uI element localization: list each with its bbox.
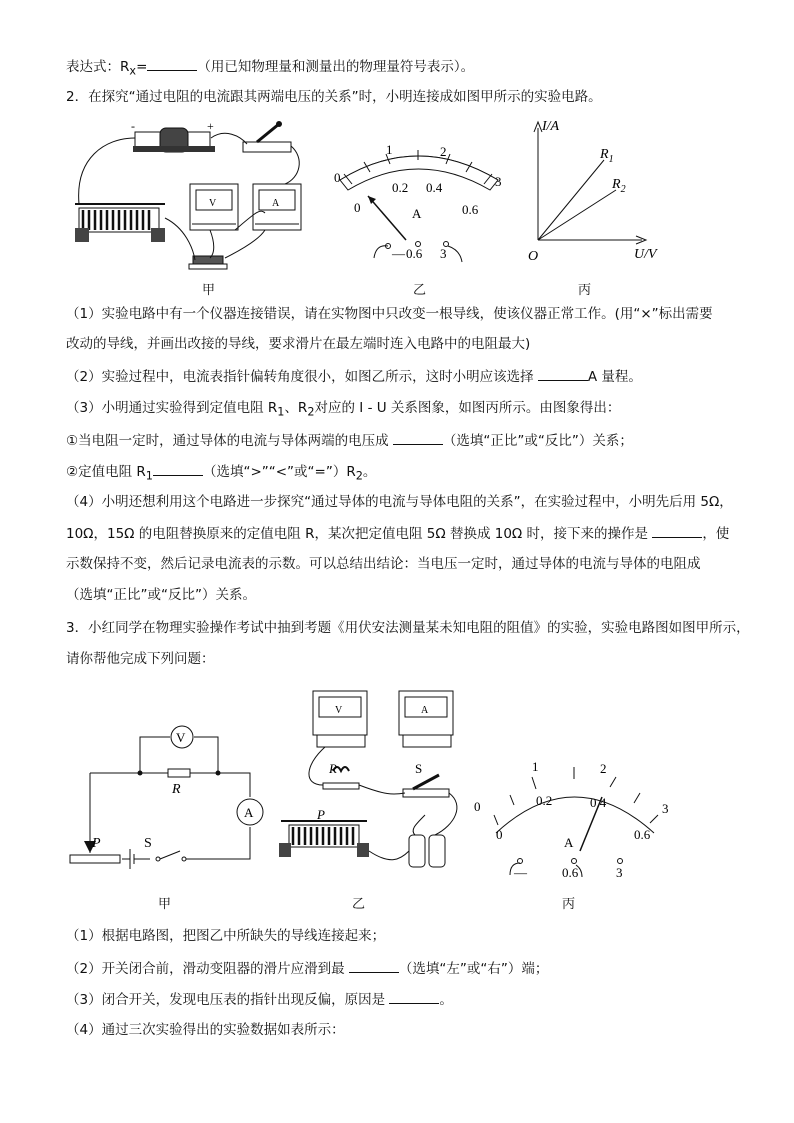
q3-part2: （2）开关闭合前，滑动变阻器的滑片应滑到最 （选填“左”或“右”）端； (66, 958, 548, 979)
q2-stem: 2．在探究“通过电阻的电流跟其两端电压的关系”时，小明连接成如图甲所示的实验电路。 (66, 89, 602, 105)
terminal-3: 3 (616, 865, 623, 880)
q2-caption-jia: 甲 (202, 283, 216, 298)
x-axis-label: U/V (634, 247, 657, 262)
q2-part3-1: ①当电阻一定时，通过导体的电流与导体两端的电压成 （选填“正比”或“反比”）关系； (66, 430, 633, 451)
scale-bottom-1: 0.2 (392, 180, 409, 195)
svg-text:S: S (144, 836, 152, 851)
svg-text:S: S (415, 761, 423, 776)
scale-bottom-0: 0 (354, 200, 361, 215)
svg-text:P: P (92, 836, 101, 851)
q3-part1: （1）根据电路图，把图乙中所缺失的导线连接起来； (66, 928, 386, 944)
rheostat-icon (279, 807, 369, 857)
q2-part3-2: ②定值电阻 $R_1$ （选填“>”“<”或“$=”)R_2$。 (66, 461, 376, 487)
scale-bottom-3: 0.6 (634, 827, 651, 842)
q2-figure-yi (330, 140, 510, 270)
ammeter-icon (253, 184, 301, 230)
svg-text:V: V (209, 198, 217, 209)
q2-part4-b: 10Ω，15Ω 的电阻替换原来的定值电阻 R，某次把定值电阻 5Ω 替换成 10Ω 时，接下来的操作是 ，使 (66, 523, 729, 544)
scale-bottom-0: 0 (496, 827, 503, 842)
resistor-icon (168, 769, 190, 777)
q2-caption-bing: 丙 (578, 283, 592, 298)
svg-text:V: V (176, 730, 186, 745)
y-axis-label: I/A (542, 119, 560, 134)
q3-stem-a: 3．小红同学在物理实验操作考试中抽到考题《用伏安法测量某未知电阻的阻值》的实验，实验电路图如图甲所示， (66, 620, 750, 636)
scale-top-3: 3 (495, 174, 502, 189)
svg-text:-: - (131, 119, 135, 133)
svg-text:A: A (272, 198, 280, 209)
q3-part3: （3）闭合开关，发现电压表的指针出现反偏，原因是 。 (66, 989, 453, 1010)
svg-text:A: A (244, 805, 254, 820)
answer-blank[interactable] (153, 461, 203, 476)
q3-caption-yi: 乙 (352, 897, 366, 912)
terminal-3: 3 (440, 246, 447, 261)
terminal-neg: — (514, 865, 527, 880)
voltmeter-icon (313, 691, 367, 747)
resistor-icon (323, 761, 359, 789)
q3-figure-jia (60, 715, 270, 875)
q2-part4-d: （选填“正比”或“反比”）关系。 (66, 587, 256, 603)
q2-part1-a: （1）实验电路中有一个仪器连接错误，请在实物图中只改变一根导线，使该仪器正常工作。(用“×”标出需要 (66, 306, 713, 322)
meter-needle (368, 196, 406, 240)
scale-bottom-1: 0.2 (536, 793, 553, 808)
svg-text:R: R (329, 761, 337, 776)
q2-part1-b: 改动的导线，并画出改接的导线，要求滑片在最左端时连入电路中的电阻最大) (66, 336, 531, 352)
q1-expression-line: 表达式：$R_x=$ （用已知物理量和测量出的物理量符号表示）。 (66, 56, 474, 82)
q2-caption-yi: 乙 (413, 283, 427, 298)
scale-top-1: 1 (532, 759, 539, 774)
scale-top-2: 2 (600, 761, 607, 776)
meter-unit: A (412, 206, 422, 221)
svg-text:R1: $R_1$ (600, 147, 614, 165)
q2-part2: （2）实验过程中，电流表指针偏转角度很小，如图乙所示，这时小明应该选择 A 量程。 (66, 366, 642, 387)
scale-bottom-3: 0.6 (462, 202, 479, 217)
r2-line (538, 190, 616, 240)
q3-figure-bing (470, 755, 680, 880)
answer-blank[interactable] (393, 430, 443, 445)
svg-text:R2: $R_2$ (612, 177, 626, 195)
answer-blank[interactable] (389, 989, 439, 1004)
scale-top-0: 0 (474, 799, 481, 814)
r1-line (538, 160, 604, 240)
answer-blank[interactable] (349, 958, 399, 973)
q2-part3: （3）小明通过实验得到定值电阻 $R_1$、$R_2$对应的 I - U 关系图象，如图丙所示。由图象得出： (66, 400, 621, 419)
svg-text:R: R (172, 782, 181, 797)
svg-text:A: A (421, 705, 429, 716)
answer-blank[interactable] (652, 523, 702, 538)
q3-caption-bing: 丙 (562, 897, 576, 912)
answer-blank[interactable] (538, 366, 588, 381)
answer-blank[interactable] (147, 56, 197, 71)
q2-figure-bing (520, 112, 680, 272)
terminal-06: 0.6 (406, 246, 423, 261)
battery-icon (409, 835, 445, 867)
rheostat-icon (75, 204, 165, 242)
svg-text:+: + (207, 119, 214, 133)
q3-caption-jia: 甲 (158, 897, 172, 912)
origin-label: O (528, 249, 539, 264)
terminal-neg: — (392, 246, 405, 261)
switch-icon (403, 761, 449, 797)
meter-unit: A (564, 835, 574, 850)
ammeter-icon (399, 691, 453, 747)
scale-top-3: 3 (662, 801, 669, 816)
scale-bottom-2: 0.4 (590, 795, 607, 810)
terminal-06: 0.6 (562, 865, 579, 880)
q2-part4-a: （4）小明还想利用这个电路进一步探究“通过导体的电流与导体电阻的关系”，在实验过程中，小明先后用 5Ω， (66, 494, 733, 510)
q3-stem-b: 请你帮他完成下列问题： (66, 651, 215, 667)
scale-top-2: 2 (440, 144, 447, 159)
voltmeter-icon (190, 184, 238, 230)
scale-bottom-2: 0.4 (426, 180, 443, 195)
q2-part4-c: 示数保持不变，然后记录电流表的示数。可以总结出结论：当电压一定时，通过导体的电流与导体的电阻成 (66, 556, 701, 572)
q3-figure-yi (275, 685, 470, 885)
q2-figure-jia (65, 118, 305, 278)
battery-icon (131, 119, 215, 152)
svg-text:P: P (317, 807, 325, 822)
scale-top-1: 1 (386, 142, 393, 157)
scale-top-0: 0 (334, 170, 341, 185)
q3-part4: （4）通过三次实验得出的实验数据如表所示： (66, 1022, 345, 1038)
svg-text:V: V (335, 705, 343, 716)
switch-icon (243, 121, 291, 152)
